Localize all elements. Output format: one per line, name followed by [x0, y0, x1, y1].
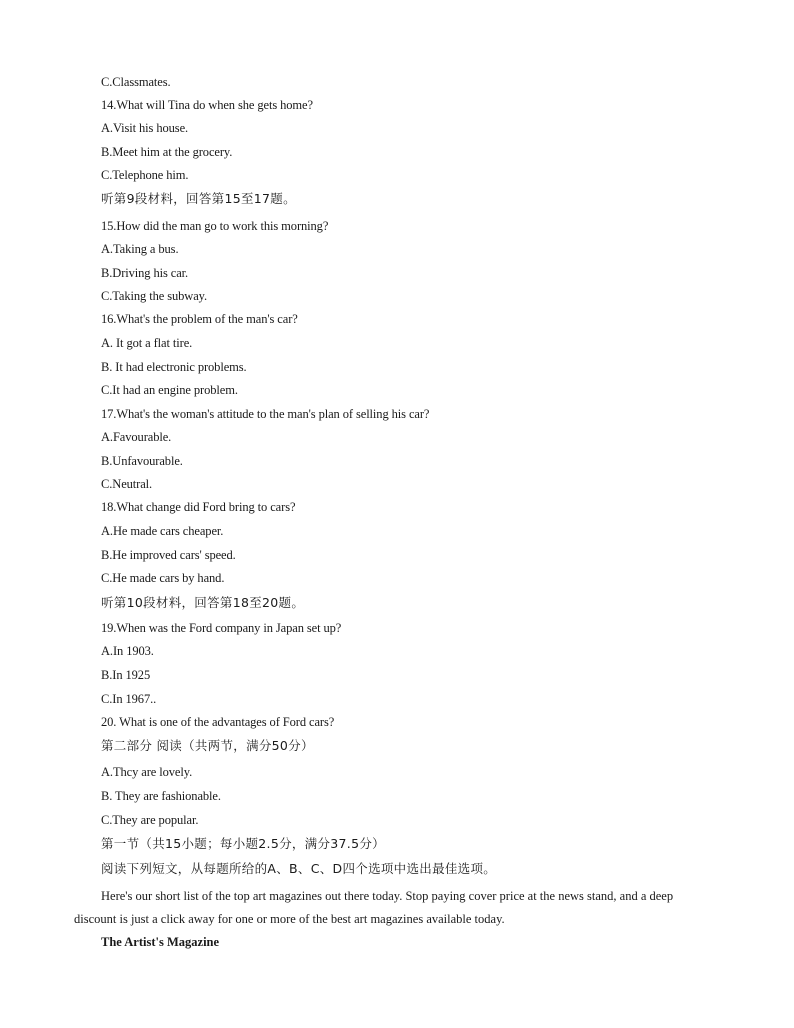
option-line: B. It had electronic problems. — [101, 360, 247, 374]
option-line: C.Neutral. — [101, 477, 153, 491]
question-line: 17.What's the woman's attitude to the man's plan of selling his car? — [101, 407, 430, 421]
option-line: B.Unfavourable. — [101, 454, 183, 468]
question-line: 14.What will Tina do when she gets home? — [101, 98, 313, 112]
passage-line-1: Here's our short list of the top art magazines out there today. Stop paying cover price at the news stand, and a deep — [101, 889, 674, 903]
option-line: C.Telephone him. — [101, 168, 189, 182]
option-line: B. They are fashionable. — [101, 789, 221, 803]
option-line: B.Driving his car. — [101, 266, 189, 280]
section-instruction: 听第9段材料，回答第15至17题。 — [101, 191, 296, 206]
option-line: C.Taking the subway. — [101, 289, 208, 303]
question-line: 16.What's the problem of the man's car? — [101, 312, 298, 326]
section-instruction: 听第10段材料，回答第18至20题。 — [101, 595, 305, 610]
option-line: A.Thcy are lovely. — [101, 765, 193, 779]
option-line: B.In 1925 — [101, 668, 151, 682]
question-line: 15.How did the man go to work this morning? — [101, 219, 329, 233]
option-line: A.Taking a bus. — [101, 242, 179, 256]
section-heading: 第一节（共15小题；每小题2.5分，满分37.5分） — [101, 836, 385, 851]
reading-instruction: 阅读下列短文，从每题所给的A、B、C、D四个选项中选出最佳选项。 — [101, 861, 497, 876]
option-line: C.Classmates. — [101, 75, 171, 89]
option-line: A. It got a flat tire. — [101, 336, 193, 350]
option-line: A.In 1903. — [101, 644, 154, 658]
question-line: 20. What is one of the advantages of Ford cars? — [101, 715, 335, 729]
part-heading: 第二部分 阅读（共两节，满分50分） — [101, 738, 314, 753]
question-line: 19.When was the Ford company in Japan set up? — [101, 621, 342, 635]
question-line: 18.What change did Ford bring to cars? — [101, 500, 296, 514]
option-line: C.They are popular. — [101, 813, 199, 827]
option-line: A.He made cars cheaper. — [101, 524, 224, 538]
passage-line-2: discount is just a click away for one or more of the best art magazines available today. — [74, 912, 505, 926]
option-line: C.He made cars by hand. — [101, 571, 225, 585]
option-line: B.He improved cars' speed. — [101, 548, 236, 562]
option-line: A.Favourable. — [101, 430, 172, 444]
option-line: A.Visit his house. — [101, 121, 189, 135]
option-line: C.In 1967.. — [101, 692, 157, 706]
passage-heading: The Artist's Magazine — [101, 935, 220, 949]
option-line: C.It had an engine problem. — [101, 383, 238, 397]
option-line: B.Meet him at the grocery. — [101, 145, 233, 159]
